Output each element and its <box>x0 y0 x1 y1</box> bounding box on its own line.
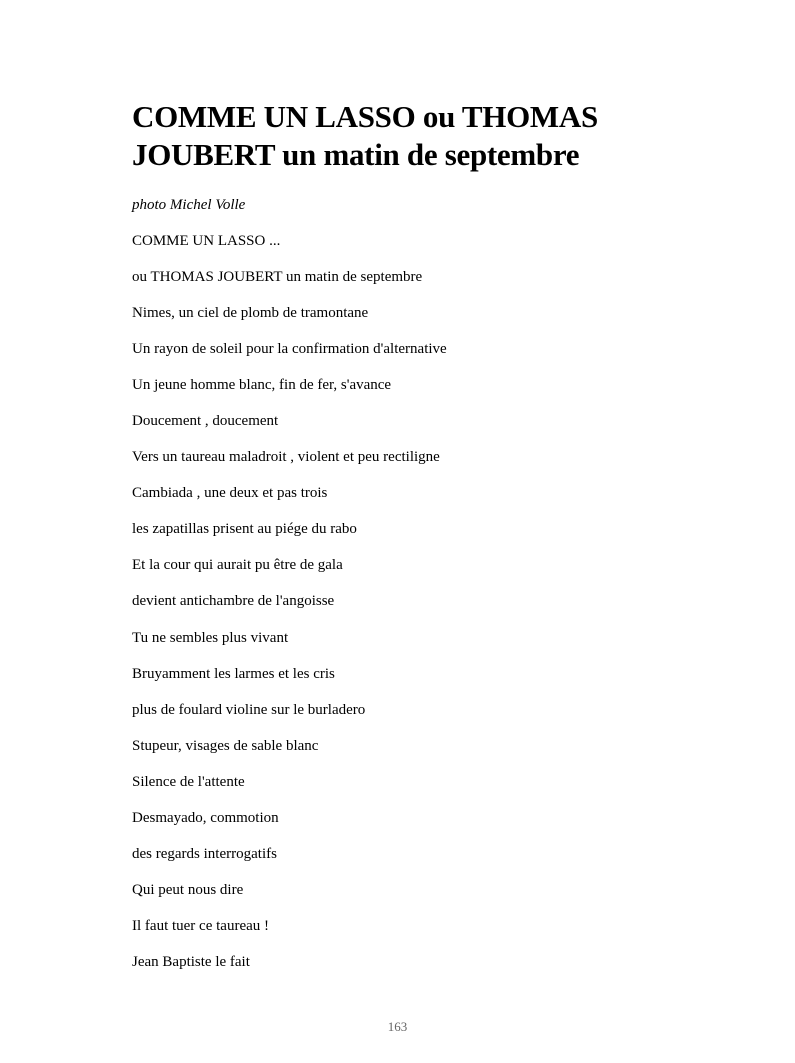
poem-line: des regards interrogatifs <box>132 845 277 862</box>
poem-line: plus de foulard violine sur le burladero <box>132 701 366 718</box>
poem-line: Stupeur, visages de sable blanc <box>132 737 319 754</box>
poem-line: Nimes, un ciel de plomb de tramontane <box>132 305 369 322</box>
title-line: COMME UN LASSO ou THOMAS <box>132 99 598 134</box>
poem-line: Et la cour qui aurait pu être de gala <box>132 557 343 574</box>
poem-line: ou THOMAS JOUBERT un matin de septembre <box>132 269 423 286</box>
poem-line: Desmayado, commotion <box>132 809 279 826</box>
poem-line: devient antichambre de l'angoisse <box>132 593 335 610</box>
poem-line: les zapatillas prisent au piége du rabo <box>132 521 357 538</box>
page-number: 163 <box>387 1019 408 1034</box>
poem-line: Doucement , doucement <box>132 413 279 430</box>
poem-line: Un jeune homme blanc, fin de fer, s'avance <box>132 377 392 394</box>
title-line: JOUBERT un matin de septembre <box>132 137 580 172</box>
poem-line: Tu ne sembles plus vivant <box>132 629 289 646</box>
poem-body <box>132 231 447 988</box>
page-title <box>132 98 692 174</box>
poem-line: Qui peut nous dire <box>132 881 244 898</box>
poem-line: Il faut tuer ce taureau ! <box>132 917 269 934</box>
photo-caption: photo Michel Volle <box>132 197 246 213</box>
poem-line: Cambiada , une deux et pas trois <box>132 485 328 502</box>
poem-line: Jean Baptiste le fait <box>132 953 250 970</box>
poem-line: Vers un taureau maladroit , violent et peu rectiligne <box>132 449 440 466</box>
poem-line: Silence de l'attente <box>132 773 245 790</box>
poem-line: Bruyamment les larmes et les cris <box>132 665 335 682</box>
poem-line: COMME UN LASSO ... <box>132 233 281 249</box>
poem-line: Un rayon de soleil pour la confirmation d'alternative <box>132 341 447 358</box>
